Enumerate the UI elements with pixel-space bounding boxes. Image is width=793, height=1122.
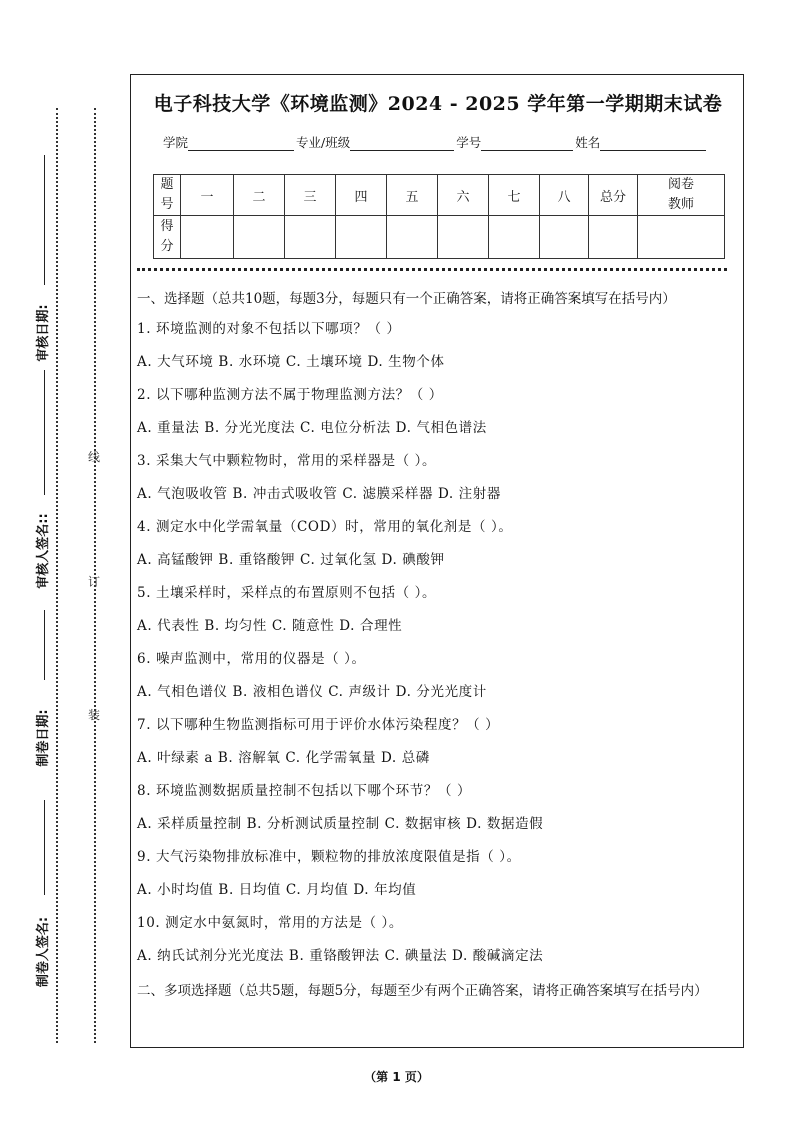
score-cell[interactable] [336,216,387,259]
review-date-label: 审核日期: [36,304,51,362]
options-line: A. 大气环境 B. 水环境 C. 土壤环境 D. 生物个体 [137,354,445,370]
options-line: A. 气相色谱仪 B. 液相色谱仪 C. 声级计 D. 分光光度计 [137,684,487,700]
options-line: A. 代表性 B. 均匀性 C. 随意性 D. 合理性 [137,618,403,634]
binding-char-zhuang: 装 [88,708,101,722]
section-2-heading: 二、多项选择题（总共5题，每题5分，每题至少有两个正确答案，请将正确答案填写在括号内） [137,983,708,999]
score-cell[interactable] [489,216,540,259]
header-cell: 五 [387,175,438,216]
question-line: 7. 以下哪种生物监测指标可用于评价水体污染程度？（ ） [137,717,500,733]
reviewer-signature-label: 审核人签名:: [36,513,51,589]
header-cell-grader: 阅卷教师 [638,175,725,216]
exam-frame [130,74,744,1048]
exam-title: 电子科技大学《环境监测》2024 - 2025 学年第一学期期末试卷 [153,93,723,115]
review-date-blank [44,155,45,285]
score-cell[interactable] [438,216,489,259]
name-label: 姓名 [575,135,601,150]
name-field[interactable] [600,136,706,151]
maker-signature-label: 制卷人签名: [36,916,51,988]
question-line: 10. 测定水中氨氮时，常用的方法是（ ）。 [137,915,404,931]
header-cell: 八 [540,175,589,216]
question-line: 1. 环境监测的对象不包括以下哪项？（ ） [137,321,401,337]
question-line: 5. 土壤采样时，采样点的布置原则不包括（ ）。 [137,585,437,601]
score-cell-total[interactable] [589,216,638,259]
options-line: A. 纳氏试剂分光光度法 B. 重铬酸钾法 C. 碘量法 D. 酸碱滴定法 [137,948,544,964]
student-id-label: 学号 [456,135,482,150]
score-cell[interactable] [540,216,589,259]
question-line: 3. 采集大气中颗粒物时，常用的采样器是（ ）。 [137,453,437,469]
maker-date-label: 制卷日期: [36,709,51,767]
major-label: 专业/班级 [296,135,351,150]
student-info-row [163,133,708,151]
score-cell-grader[interactable] [638,216,725,259]
binding-char-ding: 订 [88,575,101,589]
score-cell[interactable] [234,216,285,259]
score-cell[interactable] [285,216,336,259]
question-line: 4. 测定水中化学需氧量（COD）时，常用的氧化剂是（ ）。 [137,519,513,535]
header-cell: 六 [438,175,489,216]
section-1-heading: 一、选择题（总共10题，每题3分，每题只有一个正确答案，请将正确答案填写在括号内） [137,291,676,307]
options-line: A. 气泡吸收管 B. 冲击式吸收管 C. 滤膜采样器 D. 注射器 [137,486,501,502]
college-label: 学院 [163,135,189,150]
score-cell[interactable] [387,216,438,259]
student-id-field[interactable] [481,136,573,151]
header-cell: 七 [489,175,540,216]
question-line: 6. 噪声监测中，常用的仪器是（ ）。 [137,651,366,667]
options-line: A. 高锰酸钾 B. 重铬酸钾 C. 过氧化氢 D. 碘酸钾 [137,552,445,568]
score-table [153,174,725,259]
options-line: A. 重量法 B. 分光光度法 C. 电位分析法 D. 气相色谱法 [137,420,487,436]
binding-char-xian: 线 [88,450,101,464]
header-cell-question-no: 题号 [154,175,181,216]
question-line: 9. 大气污染物排放标准中，颗粒物的排放浓度限值是指（ ）。 [137,849,521,865]
options-line: A. 采样质量控制 B. 分析测试质量控制 C. 数据审核 D. 数据造假 [137,816,544,832]
reviewer-signature-blank [44,370,45,495]
dotted-separator [137,268,727,271]
score-row-label: 得分 [154,216,181,259]
header-cell: 二 [234,175,285,216]
score-cell[interactable] [181,216,234,259]
maker-signature-blank [44,800,45,895]
questions-body [137,289,741,1001]
score-table-header-row [154,175,725,216]
maker-date-blank [44,610,45,680]
major-field[interactable] [350,136,454,151]
header-cell: 三 [285,175,336,216]
left-dotted-line [56,108,58,1043]
options-line: A. 小时均值 B. 日均值 C. 月均值 D. 年均值 [137,882,417,898]
options-line: A. 叶绿素 a B. 溶解氧 C. 化学需氧量 D. 总磷 [137,750,430,766]
question-line: 8. 环境监测数据质量控制不包括以下哪个环节？（ ） [137,783,472,799]
header-cell: 四 [336,175,387,216]
header-cell: 一 [181,175,234,216]
score-table-score-row [154,216,725,259]
page-number: （第 1 页） [364,1070,429,1084]
college-field[interactable] [188,136,294,151]
question-line: 2. 以下哪种监测方法不属于物理监测方法？（ ） [137,387,443,403]
header-cell-total: 总分 [589,175,638,216]
